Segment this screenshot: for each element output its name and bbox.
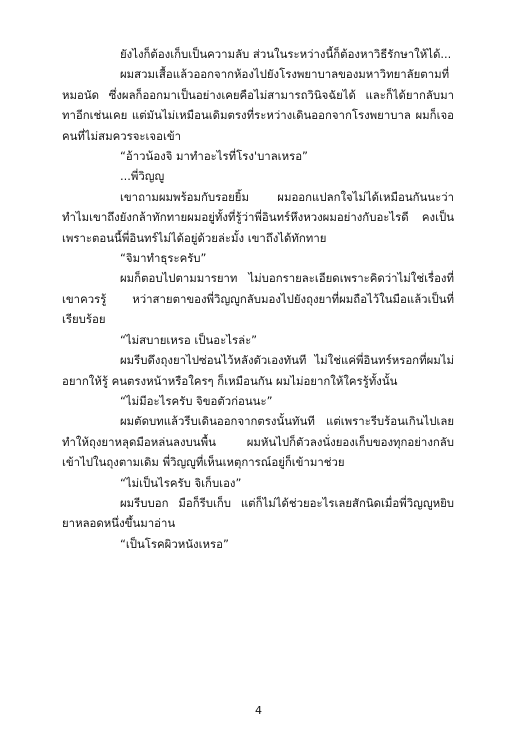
paragraph-14: “เป็นโรคผิวหนังเหรอ” (120, 536, 229, 551)
paragraph-3: “อ้าวน้องจิ มาทำอะไรที่โรง'บาลเหรอ” (120, 149, 308, 164)
paragraph-12: “ไม่เป็นไรครับ จิเก็บเอง” (120, 475, 242, 490)
page-number: 4 (255, 704, 262, 717)
paragraph-2: ผมสวมเสื้อแล้วออกจากห้องไปยังโรงพยาบาลของมหาวิทยาลัยตามที่หมอนัด ซึ่งผลก็ออกมาเป็นอย่างเคยคือไม่สามารถวินิจฉัยได้ และก็ได้ยากลับมาทาอีกเช่นเคย แต่มันไม่เหมือนเดิมตรงที่ระหว่างเดินออกจากโรงพยาบาล ผมก็เจอคนที่ไม่สมควรจะเจอเข้า (62, 67, 454, 143)
paragraph-7: ผมก็ตอบไปตามมารยาท ไม่บอกรายละเอียดเพราะคิดว่าไม่ใช่เรื่องที่เขาควรรู้ หว่าสายตาของพี่วิญญูกลับมองไปยังถุงยาที่ผมถือไว้ในมือแล้วเป็นที่เรียบร้อย (62, 271, 454, 327)
paragraph-4: ...พี่วิญญู (120, 169, 165, 184)
paragraph-13: ผมรีบบอก มือก็รีบเก็บ แต่ก็ไม่ได้ช่วยอะไรเลยสักนิดเมื่อพี่วิญญูหยิบยาหลอดหนึ่งขึ้นมาอ่าน (62, 495, 454, 531)
paragraph-9: ผมรีบดึงถุงยาไปซ่อนไว้หลังตัวเองทันที ไม่ใช่แค่พี่อินทร์หรอกที่ผมไม่อยากให้รู้ คนตรงหน้าหรือใครๆ ก็เหมือนกัน ผมไม่อยากให้ใครรู้ทั้งนั้น (62, 353, 454, 388)
paragraph-5: เขาถามผมพร้อมกับรอยยิ้ม ผมออกแปลกใจไม่ได้เหมือนกันนะว่าทำไมเขาถึงยังกล้าทักทายผมอยู่ทั้งที่รู้ว่าพี่อินทร์หึงหวงผมอย่างกับอะไรดี คงเป็นเพราะตอนนี้พี่อินทร์ไม่ได้อยู่ด้วยล่ะมั้ง เขาถึงได้ทักทาย (62, 189, 454, 245)
document-body (62, 44, 454, 554)
paragraph-11: ผมตัดบทแล้วรีบเดินออกจากตรงนั้นทันที แต่เพราะรีบร้อนเกินไปเลยทำให้ถุงยาหลุดมือหล่นลงบนพื้น ผมหันไปก็ตัวลงนั่งยองเก็บของทุกอย่างกลับเข้าไปในถุงตามเดิม พี่วิญญูที่เห็นเหตุการณ์อยู่ก็เข้ามาช่วย (62, 414, 454, 470)
paragraph-10: “ไม่มีอะไรครับ จิขอตัวก่อนนะ” (120, 393, 273, 408)
paragraph-6: “จิมาทำธุระครับ” (120, 251, 207, 266)
paragraph-1: ยังไงก็ต้องเก็บเป็นความลับ ส่วนในระหว่างนี้ก็ต้องหาวิธีรักษาให้ได้... (120, 47, 452, 61)
paragraph-8: “ไม่สบายเหรอ เป็นอะไรล่ะ” (120, 332, 258, 347)
